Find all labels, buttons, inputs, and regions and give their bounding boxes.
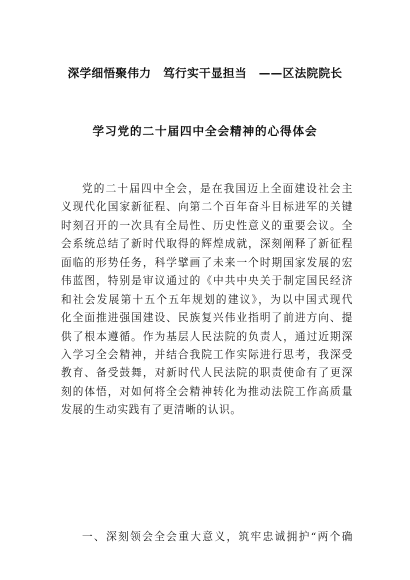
section-heading-paragraph xyxy=(61,528,353,546)
paragraph-line: 面临的形势任务，科学擘画了未来一个时期国家发展的宏 xyxy=(61,256,353,269)
paragraph-line: 化全面推进强国建设、民族复兴伟业指明了前进方向、提 xyxy=(61,312,353,325)
document-title: 深学细悟聚伟力 笃行实干显担当 ——区法院院长 xyxy=(67,66,343,80)
paragraph-line: 刻的体悟，对如何将全会精神转化为推动法院工作高质量 xyxy=(61,385,353,398)
paragraph-line: 党的二十届四中全会，是在我国迈上全面建设社会主 xyxy=(82,183,353,195)
paragraph-line: 伟蓝图，特别是审议通过的《中共中央关于制定国民经济 xyxy=(61,275,353,288)
paragraph-line: 和社会发展第十五个五年规划的建议》，为以中国式现代 xyxy=(61,293,353,306)
paragraph-line: 发展的生动实践有了更清晰的认识。 xyxy=(61,404,242,417)
paragraph-line: 义现代化国家新征程、向第二个百年奋斗目标进军的关键 xyxy=(61,201,353,214)
body-paragraph xyxy=(61,180,353,420)
paragraph-line: 教育、备受鼓舞，对新时代人民法院的职责使命有了更深 xyxy=(61,367,353,380)
paragraph-line: 入学习全会精神，并结合我院工作实际进行思考，我深受 xyxy=(61,348,353,361)
document-subtitle: 学习党的二十届四中全会精神的心得体会 xyxy=(92,124,318,138)
paragraph-line: 一、深刻领会全会重大意义，筑牢忠诚拥护“两个确 xyxy=(82,531,353,543)
paragraph-line: 供了根本遵循。作为基层人民法院的负责人，通过近期深 xyxy=(61,330,353,343)
paragraph-line: 会系统总结了新时代取得的辉煌成就，深刻阐释了新征程 xyxy=(61,238,353,251)
paragraph-line: 时刻召开的一次具有全局性、历史性意义的重要会议。全 xyxy=(61,219,353,232)
